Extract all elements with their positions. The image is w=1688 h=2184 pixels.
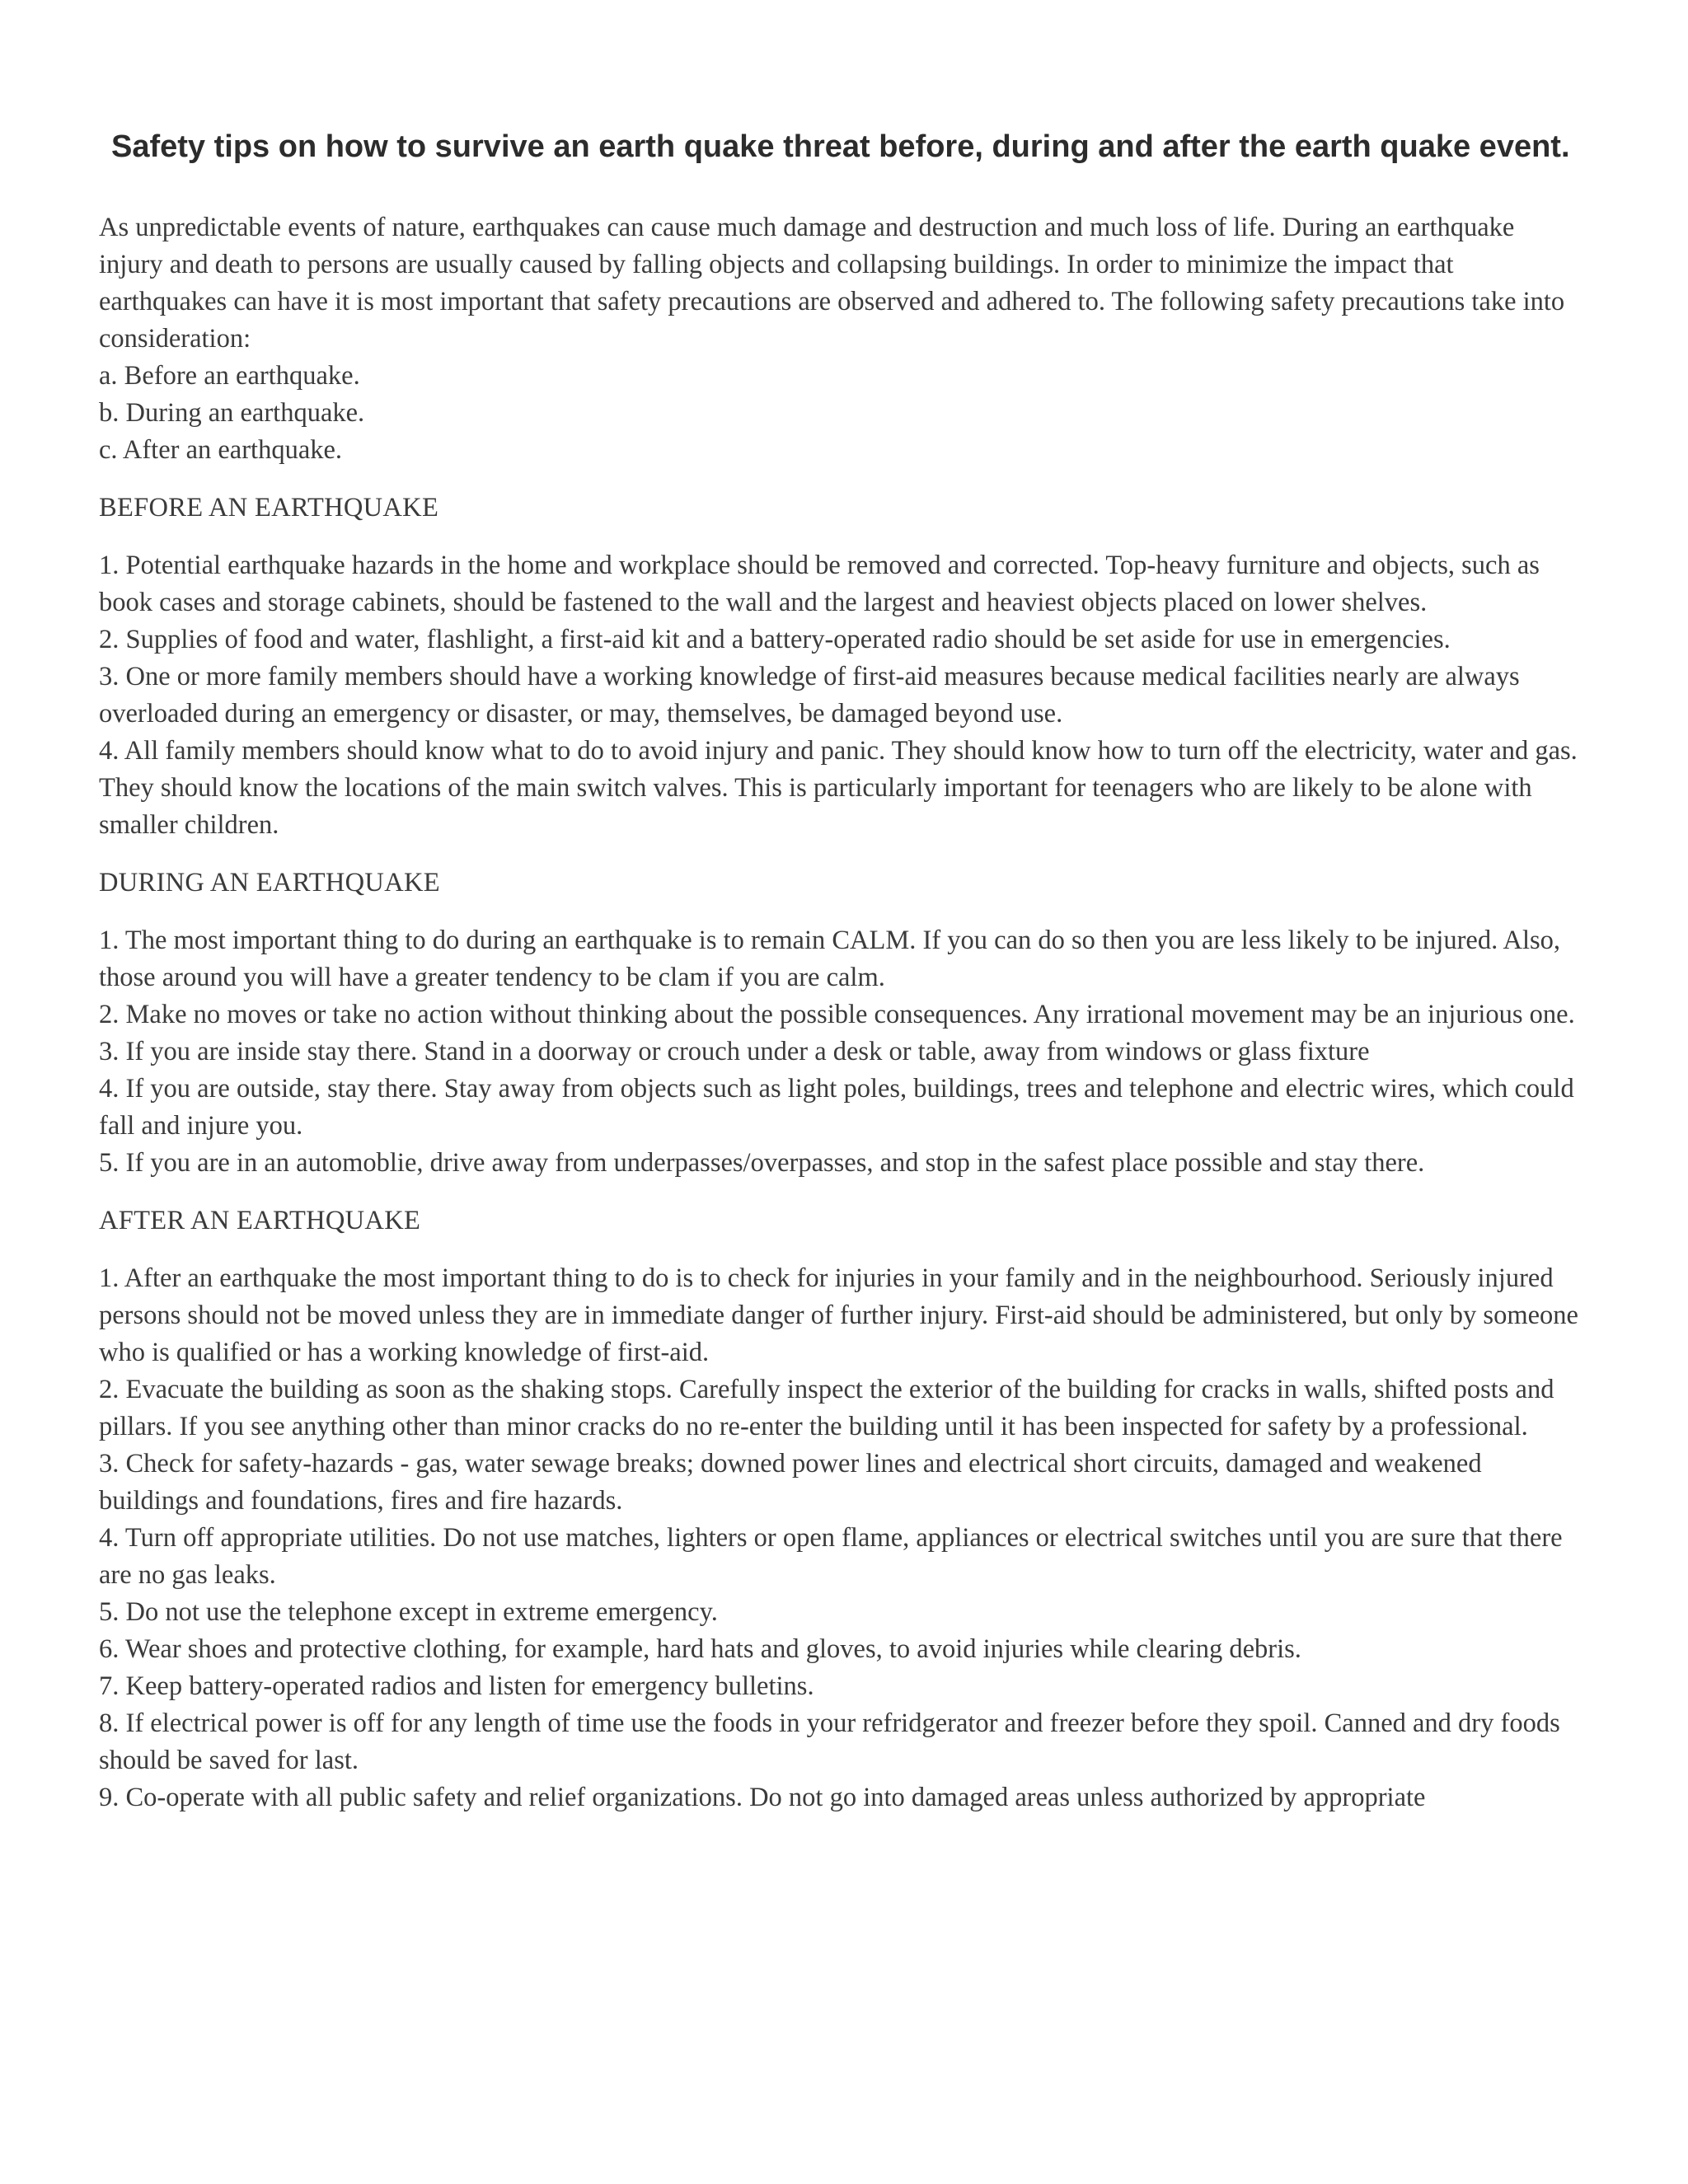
after-list (99, 1260, 1582, 1816)
list-item: 2. Supplies of food and water, flashlight, a first-aid kit and a battery-operated radio should be set aside for use in emergencies. (99, 625, 1451, 654)
intro-list-item: a. Before an earthquake. (99, 361, 360, 391)
document-body (99, 209, 1582, 1816)
list-item: 1. After an earthquake the most important thing to do is to check for injuries in your family and in the neighbourhood. Seriously injured persons should not be moved unless they are in immediate danger of further injury. First-aid should be administered, but only by someone who is qualified or has a working knowledge of first-aid. (99, 1263, 1578, 1367)
list-item: 1. Potential earthquake hazards in the home and workplace should be removed and corrected. Top-heavy furniture and objects, such as book cases and storage cabinets, should be fastened to the wall and the largest and heaviest objects placed on lower shelves. (99, 551, 1540, 617)
during-list (99, 922, 1582, 1182)
before-list (99, 547, 1582, 844)
list-item: 3. Check for safety-hazards - gas, water sewage breaks; downed power lines and electrical short circuits, damaged and weakened buildings and foundations, fires and fire hazards. (99, 1449, 1482, 1516)
section-heading-after: AFTER AN EARTHQUAKE (99, 1206, 421, 1235)
list-item: 4. Turn off appropriate utilities. Do not use matches, lighters or open flame, appliances or electrical switches until you are sure that there are no gas leaks. (99, 1523, 1563, 1590)
list-item: 2. Evacuate the building as soon as the shaking stops. Carefully inspect the exterior of the building for cracks in walls, shifted posts and pillars. If you see anything other than minor cracks do no re-enter the building until it has been inspected for safety by a professional. (99, 1375, 1554, 1441)
list-item: 4. All family members should know what to do to avoid injury and panic. They should know how to turn off the electricity, water and gas. They should know the locations of the main switch valves. This is particularly important for teenagers who are likely to be alone with smaller children. (99, 736, 1578, 840)
list-item: 8. If electrical power is off for any length of time use the foods in your refridgerator and freezer before they spoil. Canned and dry foods should be saved for last. (99, 1708, 1560, 1775)
list-item: 9. Co-operate with all public safety and relief organizations. Do not go into damaged areas unless authorized by appropriate (99, 1783, 1426, 1812)
section-heading-before: BEFORE AN EARTHQUAKE (99, 493, 439, 523)
page-title: Safety tips on how to survive an earth quake threat before, during and after the earth quake event. (111, 129, 1570, 164)
intro-paragraph: As unpredictable events of nature, earthquakes can cause much damage and destruction and much loss of life. During an earthquake injury and death to persons are usually caused by falling objects and collapsing buildings. In order to minimize the impact that earthquakes can have it is most important that safety precautions are observed and adhered to. The following safety precautions take into consideration: (99, 213, 1565, 354)
list-item: 2. Make no moves or take no action without thinking about the possible consequences. Any irrational movement may be an injurious one. (99, 1000, 1575, 1029)
section-heading-during: DURING AN EARTHQUAKE (99, 868, 440, 898)
list-item: 7. Keep battery-operated radios and listen for emergency bulletins. (99, 1671, 814, 1701)
list-item: 6. Wear shoes and protective clothing, for example, hard hats and gloves, to avoid injuries while clearing debris. (99, 1634, 1301, 1664)
list-item: 4. If you are outside, stay there. Stay away from objects such as light poles, buildings, trees and telephone and electric wires, which could fall and injure you. (99, 1074, 1574, 1141)
list-item: 5. Do not use the telephone except in extreme emergency. (99, 1597, 718, 1627)
intro-list-item: c. After an earthquake. (99, 435, 343, 465)
list-item: 3. One or more family members should have a working knowledge of first-aid measures because medical facilities nearly are always overloaded during an emergency or disaster, or may, themselves, be damaged beyond use. (99, 662, 1520, 729)
intro-list (99, 358, 1582, 469)
list-item: 3. If you are inside stay there. Stand in a doorway or crouch under a desk or table, away from windows or glass fixture (99, 1037, 1370, 1066)
intro-list-item: b. During an earthquake. (99, 398, 365, 428)
list-item: 5. If you are in an automoblie, drive away from underpasses/overpasses, and stop in the safest place possible and stay there. (99, 1148, 1425, 1178)
list-item: 1. The most important thing to do during an earthquake is to remain CALM. If you can do so then you are less likely to be injured. Also, those around you will have a greater tendency to be clam if you are calm. (99, 926, 1561, 992)
